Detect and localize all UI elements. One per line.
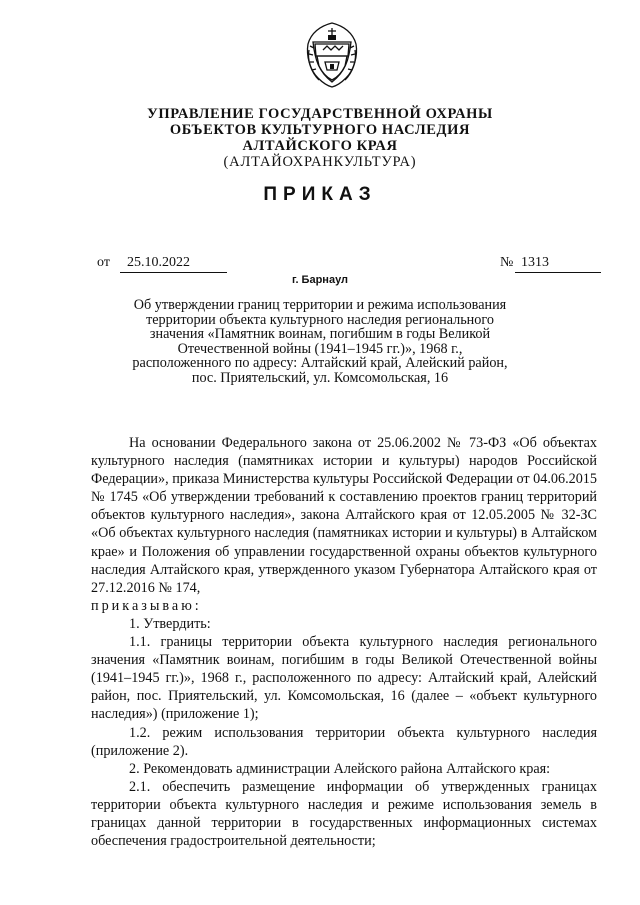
subject-line: значения «Памятник воинам, погибшим в годы Великой: [149, 326, 491, 342]
clause-2-1: 2.1. обеспечить размещение информации об утвержденных границах территории объекта культурного наследия и режиме использования земель в границах данной территории в государственных информационных системах обеспечения градостроительной деятельности;: [91, 778, 597, 850]
document-subject: [90, 298, 550, 385]
number-label: №: [500, 255, 514, 270]
clause-1: 1. Утвердить:: [129, 615, 211, 632]
org-line-3: АЛТАЙСКОГО КРАЯ: [242, 138, 398, 154]
document-type-title: ПРИКАЗ: [263, 184, 377, 205]
subject-line: пос. Приятельский, ул. Комсомольская, 16: [191, 369, 449, 386]
date-label: от: [97, 255, 110, 270]
document-body: [91, 434, 597, 850]
clause-2: 2. Рекомендовать администрации Алейского района Алтайского края:: [129, 760, 551, 777]
city: г. Барнаул: [291, 274, 349, 286]
organization-name: [0, 106, 640, 170]
preamble-paragraph: На основании Федерального закона от 25.06.2002 № 73-ФЗ «Об объектах культурного наследия (памятниках истории и культуры) народов Российской Федерации», приказа Министерства культуры Российской Федерации от 04.06.2015 № 1745 «Об утверждении требований к составлению проектов границ территорий объектов культурного наследия», закона Алтайского края от 12.05.2005 № 32-ЗС «Об объектах культурного наследия (памятниках истории и культуры) в Алтайском крае» и Положения об управлении государственной охраны объектов культурного наследия Алтайского края, утвержденного указом Губернатора Алтайского края от 27.12.2016 № 174,: [91, 435, 597, 596]
org-line-2: ОБЪЕКТОВ КУЛЬТУРНОГО НАСЛЕДИЯ: [169, 122, 471, 138]
clause-1-1: 1.1. границы территории объекта культурного наследия регионального значения «Памятник воинам, погибшим в годы Великой Отечественной войны (1941–1945 гг.)», 1968 г., расположенного по адресу: Алтайский край, Алейский район, пос. Приятельский, ул. Комсомольская, 16 (далее – «объект культурного наследия») (приложение 1);: [91, 634, 597, 723]
subject-line: территории объекта культурного наследия регионального: [146, 311, 494, 328]
order-word: приказываю:: [91, 597, 202, 614]
org-line-1: УПРАВЛЕНИЕ ГОСУДАРСТВЕННОЙ ОХРАНЫ: [147, 106, 493, 122]
document-date: 25.10.2022: [120, 255, 227, 273]
subject-line: Об утверждении границ территории и режима использования: [133, 297, 507, 313]
org-short-name: (АЛТАЙОХРАНКУЛЬТУРА): [223, 154, 417, 170]
subject-line: расположенного по адресу: Алтайский край, Алейский район,: [132, 355, 508, 371]
coat-of-arms-emblem: [301, 20, 363, 88]
document-number: 1313: [515, 255, 601, 273]
clause-1-2: 1.2. режим использования территории объекта культурного наследия (приложение 2).: [91, 724, 597, 759]
subject-line: Отечественной войны (1941–1945 гг.)», 1968 г.,: [177, 340, 463, 357]
